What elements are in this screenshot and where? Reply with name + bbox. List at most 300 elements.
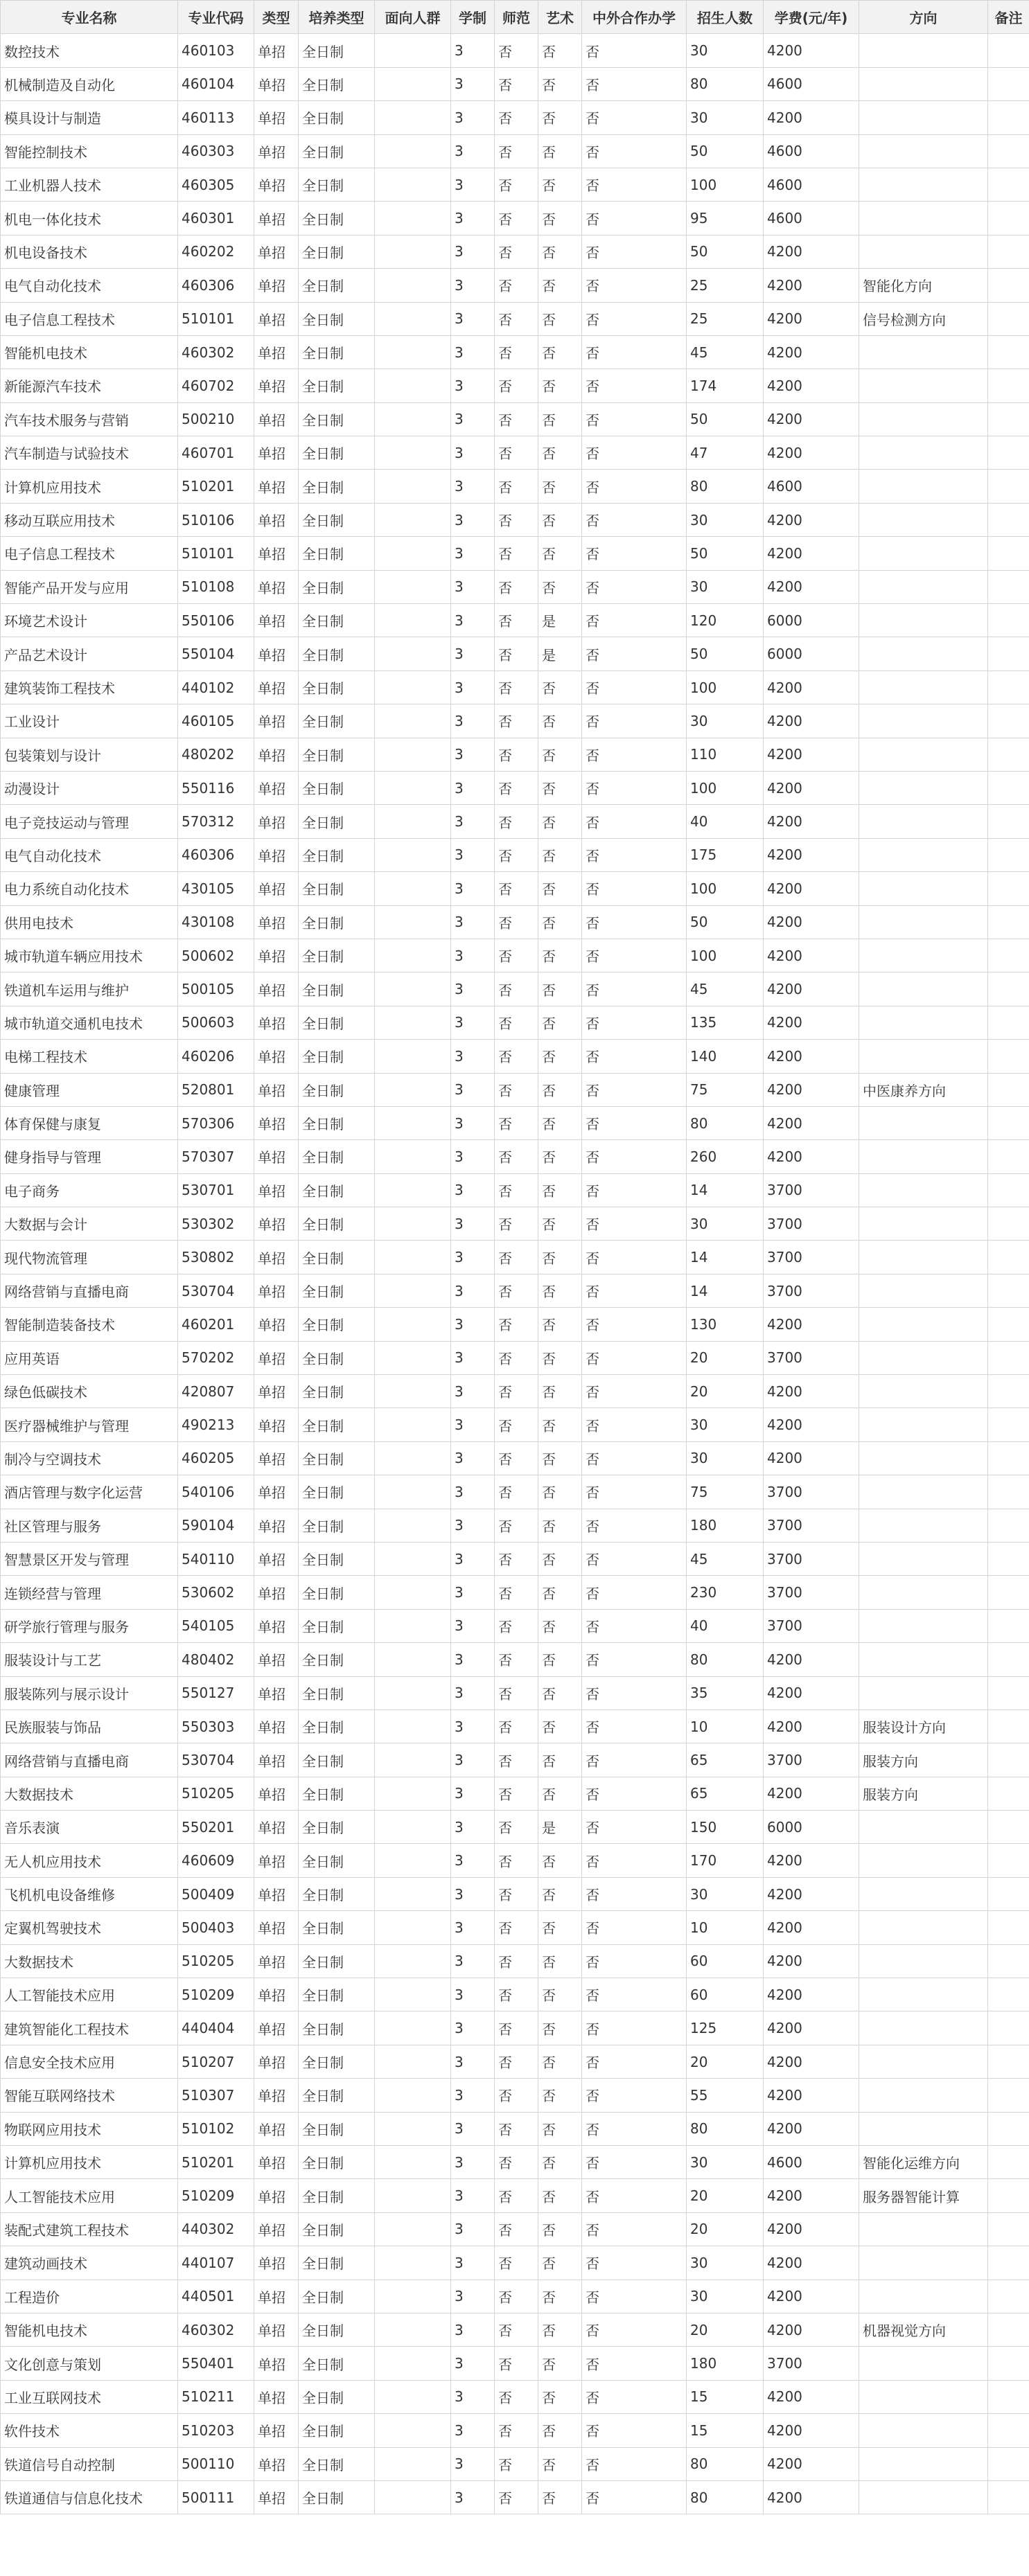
cell-art: 否 bbox=[538, 1040, 582, 1073]
cell-type: 单招 bbox=[254, 570, 299, 603]
table-row bbox=[1, 1743, 1029, 1777]
cell-type: 单招 bbox=[254, 2347, 299, 2380]
cell-major-code: 460702 bbox=[178, 369, 254, 402]
cell-major-code: 510101 bbox=[178, 302, 254, 335]
cell-enrollment: 30 bbox=[687, 570, 764, 603]
cell-direction bbox=[859, 1811, 988, 1844]
cell-enrollment: 65 bbox=[687, 1743, 764, 1777]
cell-art: 否 bbox=[538, 771, 582, 804]
cell-direction bbox=[859, 972, 988, 1006]
cell-enrollment: 125 bbox=[687, 2011, 764, 2045]
cell-enrollment: 60 bbox=[687, 1978, 764, 2011]
cell-tuition: 4200 bbox=[764, 738, 859, 771]
cell-normal-school: 否 bbox=[495, 1743, 538, 1777]
cell-training-type: 全日制 bbox=[299, 2179, 375, 2212]
column-header-duration: 学制 bbox=[451, 1, 495, 34]
cell-direction bbox=[859, 1173, 988, 1207]
cell-normal-school: 否 bbox=[495, 838, 538, 871]
cell-normal-school: 否 bbox=[495, 2079, 538, 2112]
table-row bbox=[1, 67, 1029, 100]
cell-direction bbox=[859, 2079, 988, 2112]
cell-duration: 3 bbox=[451, 1308, 495, 1341]
cell-normal-school: 否 bbox=[495, 1676, 538, 1709]
cell-major-name: 无人机应用技术 bbox=[1, 1844, 178, 1877]
cell-type: 单招 bbox=[254, 269, 299, 302]
table-row bbox=[1, 1911, 1029, 1944]
cell-major-code: 550401 bbox=[178, 2347, 254, 2380]
table-row bbox=[1, 1777, 1029, 1810]
cell-normal-school: 否 bbox=[495, 202, 538, 235]
table-row bbox=[1, 1040, 1029, 1073]
cell-enrollment: 100 bbox=[687, 670, 764, 704]
cell-type: 单招 bbox=[254, 1441, 299, 1475]
cell-type: 单招 bbox=[254, 1811, 299, 1844]
cell-type: 单招 bbox=[254, 1241, 299, 1274]
cell-art: 否 bbox=[538, 1743, 582, 1777]
cell-normal-school: 否 bbox=[495, 2280, 538, 2313]
cell-direction bbox=[859, 2447, 988, 2480]
cell-duration: 3 bbox=[451, 1542, 495, 1575]
cell-target-group bbox=[375, 134, 451, 168]
cell-art: 否 bbox=[538, 1408, 582, 1441]
cell-enrollment: 45 bbox=[687, 972, 764, 1006]
cell-enrollment: 80 bbox=[687, 2112, 764, 2145]
cell-target-group bbox=[375, 235, 451, 268]
cell-direction bbox=[859, 1643, 988, 1676]
cell-direction bbox=[859, 1375, 988, 1408]
cell-art: 否 bbox=[538, 1475, 582, 1509]
cell-target-group bbox=[375, 771, 451, 804]
cell-enrollment: 15 bbox=[687, 2414, 764, 2447]
cell-duration: 3 bbox=[451, 570, 495, 603]
cell-enrollment: 25 bbox=[687, 302, 764, 335]
cell-remarks bbox=[988, 1777, 1029, 1810]
cell-target-group bbox=[375, 2146, 451, 2179]
cell-art: 否 bbox=[538, 1709, 582, 1743]
cell-art: 否 bbox=[538, 537, 582, 570]
table-row bbox=[1, 2011, 1029, 2045]
cell-major-name: 健身指导与管理 bbox=[1, 1140, 178, 1173]
cell-duration: 3 bbox=[451, 805, 495, 838]
cell-training-type: 全日制 bbox=[299, 1811, 375, 1844]
cell-tuition: 4200 bbox=[764, 2246, 859, 2280]
cell-enrollment: 230 bbox=[687, 1576, 764, 1609]
cell-training-type: 全日制 bbox=[299, 905, 375, 939]
cell-target-group bbox=[375, 1978, 451, 2011]
cell-enrollment: 95 bbox=[687, 202, 764, 235]
cell-direction bbox=[859, 402, 988, 436]
cell-art: 否 bbox=[538, 1676, 582, 1709]
table-row bbox=[1, 436, 1029, 470]
cell-major-name: 模具设计与制造 bbox=[1, 101, 178, 134]
cell-type: 单招 bbox=[254, 2246, 299, 2280]
cell-major-name: 智能控制技术 bbox=[1, 134, 178, 168]
cell-remarks bbox=[988, 738, 1029, 771]
cell-remarks bbox=[988, 939, 1029, 972]
cell-major-name: 铁道通信与信息化技术 bbox=[1, 2480, 178, 2514]
cell-art: 否 bbox=[538, 1308, 582, 1341]
cell-target-group bbox=[375, 1375, 451, 1408]
cell-art: 否 bbox=[538, 1375, 582, 1408]
cell-direction bbox=[859, 235, 988, 268]
cell-art: 否 bbox=[538, 2280, 582, 2313]
cell-tuition: 6000 bbox=[764, 1811, 859, 1844]
cell-target-group bbox=[375, 1274, 451, 1307]
cell-remarks bbox=[988, 202, 1029, 235]
cell-duration: 3 bbox=[451, 1911, 495, 1944]
cell-normal-school: 否 bbox=[495, 34, 538, 67]
cell-sino-foreign: 否 bbox=[582, 1308, 687, 1341]
cell-major-code: 460302 bbox=[178, 2313, 254, 2346]
cell-major-code: 500105 bbox=[178, 972, 254, 1006]
cell-art: 否 bbox=[538, 101, 582, 134]
cell-target-group bbox=[375, 2447, 451, 2480]
cell-direction bbox=[859, 2347, 988, 2380]
cell-remarks bbox=[988, 1274, 1029, 1307]
cell-duration: 3 bbox=[451, 1441, 495, 1475]
cell-major-code: 510201 bbox=[178, 2146, 254, 2179]
cell-sino-foreign: 否 bbox=[582, 1643, 687, 1676]
cell-art: 否 bbox=[538, 34, 582, 67]
cell-type: 单招 bbox=[254, 1341, 299, 1374]
cell-target-group bbox=[375, 1475, 451, 1509]
cell-enrollment: 10 bbox=[687, 1709, 764, 1743]
cell-type: 单招 bbox=[254, 235, 299, 268]
table-row bbox=[1, 168, 1029, 201]
cell-enrollment: 260 bbox=[687, 1140, 764, 1173]
cell-training-type: 全日制 bbox=[299, 1978, 375, 2011]
cell-enrollment: 50 bbox=[687, 134, 764, 168]
cell-art: 否 bbox=[538, 168, 582, 201]
cell-duration: 3 bbox=[451, 670, 495, 704]
cell-remarks bbox=[988, 1006, 1029, 1039]
cell-normal-school: 否 bbox=[495, 972, 538, 1006]
cell-sino-foreign: 否 bbox=[582, 503, 687, 536]
cell-direction bbox=[859, 1106, 988, 1139]
cell-target-group bbox=[375, 2380, 451, 2413]
cell-art: 否 bbox=[538, 134, 582, 168]
cell-direction bbox=[859, 939, 988, 972]
cell-major-code: 500603 bbox=[178, 1006, 254, 1039]
cell-major-code: 590104 bbox=[178, 1509, 254, 1542]
cell-tuition: 4200 bbox=[764, 2079, 859, 2112]
cell-direction bbox=[859, 738, 988, 771]
cell-art: 否 bbox=[538, 1509, 582, 1542]
cell-major-name: 城市轨道交通机电技术 bbox=[1, 1006, 178, 1039]
cell-target-group bbox=[375, 436, 451, 470]
cell-remarks bbox=[988, 1944, 1029, 1978]
cell-remarks bbox=[988, 1241, 1029, 1274]
cell-training-type: 全日制 bbox=[299, 1441, 375, 1475]
cell-sino-foreign: 否 bbox=[582, 1375, 687, 1408]
table-row bbox=[1, 335, 1029, 368]
cell-type: 单招 bbox=[254, 34, 299, 67]
cell-art: 否 bbox=[538, 369, 582, 402]
cell-major-code: 460206 bbox=[178, 1040, 254, 1073]
cell-remarks bbox=[988, 905, 1029, 939]
cell-type: 单招 bbox=[254, 503, 299, 536]
cell-direction bbox=[859, 1274, 988, 1307]
cell-duration: 3 bbox=[451, 537, 495, 570]
cell-major-code: 460302 bbox=[178, 335, 254, 368]
cell-remarks bbox=[988, 2146, 1029, 2179]
cell-art: 否 bbox=[538, 1441, 582, 1475]
cell-training-type: 全日制 bbox=[299, 2480, 375, 2514]
cell-enrollment: 100 bbox=[687, 939, 764, 972]
cell-major-name: 电梯工程技术 bbox=[1, 1040, 178, 1073]
cell-tuition: 4600 bbox=[764, 134, 859, 168]
cell-tuition: 4200 bbox=[764, 335, 859, 368]
cell-direction bbox=[859, 1040, 988, 1073]
cell-major-name: 文化创意与策划 bbox=[1, 2347, 178, 2380]
cell-tuition: 4200 bbox=[764, 872, 859, 905]
table-row bbox=[1, 2212, 1029, 2246]
table-row bbox=[1, 1073, 1029, 1106]
cell-major-code: 480402 bbox=[178, 1643, 254, 1676]
cell-normal-school: 否 bbox=[495, 1207, 538, 1241]
table-row bbox=[1, 2146, 1029, 2179]
cell-enrollment: 25 bbox=[687, 269, 764, 302]
cell-duration: 3 bbox=[451, 302, 495, 335]
cell-major-code: 550127 bbox=[178, 1676, 254, 1709]
cell-sino-foreign: 否 bbox=[582, 2146, 687, 2179]
cell-normal-school: 否 bbox=[495, 771, 538, 804]
cell-tuition: 4200 bbox=[764, 2280, 859, 2313]
cell-type: 单招 bbox=[254, 1978, 299, 2011]
cell-duration: 3 bbox=[451, 335, 495, 368]
cell-enrollment: 80 bbox=[687, 2447, 764, 2480]
cell-sino-foreign: 否 bbox=[582, 269, 687, 302]
cell-duration: 3 bbox=[451, 2045, 495, 2078]
cell-remarks bbox=[988, 872, 1029, 905]
cell-sino-foreign: 否 bbox=[582, 872, 687, 905]
cell-duration: 3 bbox=[451, 2179, 495, 2212]
cell-remarks bbox=[988, 2212, 1029, 2246]
cell-art: 否 bbox=[538, 2079, 582, 2112]
cell-normal-school: 否 bbox=[495, 2212, 538, 2246]
cell-duration: 3 bbox=[451, 1509, 495, 1542]
table-row bbox=[1, 34, 1029, 67]
cell-enrollment: 50 bbox=[687, 402, 764, 436]
cell-art: 否 bbox=[538, 2447, 582, 2480]
table-row bbox=[1, 1173, 1029, 1207]
cell-target-group bbox=[375, 1241, 451, 1274]
cell-sino-foreign: 否 bbox=[582, 34, 687, 67]
cell-normal-school: 否 bbox=[495, 235, 538, 268]
cell-enrollment: 30 bbox=[687, 2246, 764, 2280]
cell-normal-school: 否 bbox=[495, 2313, 538, 2346]
cell-type: 单招 bbox=[254, 771, 299, 804]
cell-training-type: 全日制 bbox=[299, 2045, 375, 2078]
cell-sino-foreign: 否 bbox=[582, 1777, 687, 1810]
cell-remarks bbox=[988, 1978, 1029, 2011]
cell-tuition: 4200 bbox=[764, 34, 859, 67]
cell-tuition: 4200 bbox=[764, 1408, 859, 1441]
cell-tuition: 4200 bbox=[764, 1140, 859, 1173]
cell-type: 单招 bbox=[254, 939, 299, 972]
cell-training-type: 全日制 bbox=[299, 2146, 375, 2179]
cell-remarks bbox=[988, 1811, 1029, 1844]
table-row bbox=[1, 1140, 1029, 1173]
cell-remarks bbox=[988, 972, 1029, 1006]
cell-type: 单招 bbox=[254, 2112, 299, 2145]
cell-duration: 3 bbox=[451, 2480, 495, 2514]
cell-major-name: 供用电技术 bbox=[1, 905, 178, 939]
cell-direction bbox=[859, 537, 988, 570]
cell-remarks bbox=[988, 34, 1029, 67]
cell-tuition: 4200 bbox=[764, 436, 859, 470]
table-row bbox=[1, 1978, 1029, 2011]
cell-normal-school: 否 bbox=[495, 1475, 538, 1509]
column-header-type: 类型 bbox=[254, 1, 299, 34]
cell-enrollment: 75 bbox=[687, 1475, 764, 1509]
cell-major-name: 现代物流管理 bbox=[1, 1241, 178, 1274]
cell-type: 单招 bbox=[254, 168, 299, 201]
cell-art: 否 bbox=[538, 2246, 582, 2280]
table-row bbox=[1, 1844, 1029, 1877]
cell-major-name: 体育保健与康复 bbox=[1, 1106, 178, 1139]
cell-training-type: 全日制 bbox=[299, 1676, 375, 1709]
cell-duration: 3 bbox=[451, 1777, 495, 1810]
cell-training-type: 全日制 bbox=[299, 1308, 375, 1341]
column-header-major-code: 专业代码 bbox=[178, 1, 254, 34]
cell-sino-foreign: 否 bbox=[582, 1341, 687, 1374]
table-row bbox=[1, 269, 1029, 302]
cell-duration: 3 bbox=[451, 1944, 495, 1978]
table-row bbox=[1, 1609, 1029, 1642]
cell-major-name: 汽车技术服务与营销 bbox=[1, 402, 178, 436]
cell-duration: 3 bbox=[451, 1274, 495, 1307]
table-row bbox=[1, 604, 1029, 637]
cell-sino-foreign: 否 bbox=[582, 436, 687, 470]
cell-tuition: 4600 bbox=[764, 67, 859, 100]
column-header-normal-school: 师范 bbox=[495, 1, 538, 34]
cell-major-name: 建筑动画技术 bbox=[1, 2246, 178, 2280]
cell-direction bbox=[859, 1911, 988, 1944]
cell-major-name: 电子信息工程技术 bbox=[1, 302, 178, 335]
cell-major-name: 电气自动化技术 bbox=[1, 838, 178, 871]
cell-normal-school: 否 bbox=[495, 1140, 538, 1173]
cell-training-type: 全日制 bbox=[299, 771, 375, 804]
cell-sino-foreign: 否 bbox=[582, 1743, 687, 1777]
cell-direction: 机器视觉方向 bbox=[859, 2313, 988, 2346]
cell-major-code: 500409 bbox=[178, 1877, 254, 1910]
cell-duration: 3 bbox=[451, 905, 495, 939]
cell-training-type: 全日制 bbox=[299, 872, 375, 905]
cell-type: 单招 bbox=[254, 202, 299, 235]
cell-normal-school: 否 bbox=[495, 738, 538, 771]
cell-enrollment: 80 bbox=[687, 1106, 764, 1139]
cell-enrollment: 140 bbox=[687, 1040, 764, 1073]
cell-training-type: 全日制 bbox=[299, 2079, 375, 2112]
cell-tuition: 4200 bbox=[764, 905, 859, 939]
cell-duration: 3 bbox=[451, 1106, 495, 1139]
cell-major-name: 机电设备技术 bbox=[1, 235, 178, 268]
cell-major-name: 装配式建筑工程技术 bbox=[1, 2212, 178, 2246]
cell-duration: 3 bbox=[451, 939, 495, 972]
cell-remarks bbox=[988, 1207, 1029, 1241]
cell-training-type: 全日制 bbox=[299, 470, 375, 503]
cell-normal-school: 否 bbox=[495, 2447, 538, 2480]
cell-tuition: 4200 bbox=[764, 2212, 859, 2246]
cell-type: 单招 bbox=[254, 972, 299, 1006]
cell-major-code: 510205 bbox=[178, 1777, 254, 1810]
cell-major-code: 510211 bbox=[178, 2380, 254, 2413]
cell-sino-foreign: 否 bbox=[582, 202, 687, 235]
cell-duration: 3 bbox=[451, 604, 495, 637]
cell-training-type: 全日制 bbox=[299, 537, 375, 570]
cell-sino-foreign: 否 bbox=[582, 1140, 687, 1173]
cell-tuition: 4200 bbox=[764, 1006, 859, 1039]
cell-type: 单招 bbox=[254, 2079, 299, 2112]
cell-duration: 3 bbox=[451, 101, 495, 134]
cell-normal-school: 否 bbox=[495, 436, 538, 470]
cell-target-group bbox=[375, 67, 451, 100]
cell-direction: 信号检测方向 bbox=[859, 302, 988, 335]
cell-target-group bbox=[375, 1911, 451, 1944]
cell-enrollment: 180 bbox=[687, 1509, 764, 1542]
table-row bbox=[1, 1106, 1029, 1139]
cell-sino-foreign: 否 bbox=[582, 2280, 687, 2313]
cell-remarks bbox=[988, 670, 1029, 704]
cell-type: 单招 bbox=[254, 1709, 299, 1743]
cell-tuition: 4200 bbox=[764, 235, 859, 268]
cell-sino-foreign: 否 bbox=[582, 2246, 687, 2280]
cell-major-name: 工业设计 bbox=[1, 704, 178, 738]
table-row bbox=[1, 570, 1029, 603]
cell-tuition: 4200 bbox=[764, 1676, 859, 1709]
cell-enrollment: 14 bbox=[687, 1274, 764, 1307]
table-row bbox=[1, 1709, 1029, 1743]
cell-direction: 服装设计方向 bbox=[859, 1709, 988, 1743]
cell-enrollment: 130 bbox=[687, 1308, 764, 1341]
cell-remarks bbox=[988, 168, 1029, 201]
cell-tuition: 4200 bbox=[764, 972, 859, 1006]
cell-sino-foreign: 否 bbox=[582, 1676, 687, 1709]
table-row bbox=[1, 2179, 1029, 2212]
cell-training-type: 全日制 bbox=[299, 1844, 375, 1877]
cell-major-code: 570202 bbox=[178, 1341, 254, 1374]
cell-major-name: 大数据技术 bbox=[1, 1777, 178, 1810]
cell-type: 单招 bbox=[254, 604, 299, 637]
cell-direction bbox=[859, 1944, 988, 1978]
cell-normal-school: 否 bbox=[495, 470, 538, 503]
cell-sino-foreign: 否 bbox=[582, 2045, 687, 2078]
cell-major-code: 430105 bbox=[178, 872, 254, 905]
cell-major-code: 540110 bbox=[178, 1542, 254, 1575]
cell-tuition: 4200 bbox=[764, 537, 859, 570]
cell-major-code: 460113 bbox=[178, 101, 254, 134]
cell-target-group bbox=[375, 1140, 451, 1173]
cell-major-name: 工业互联网技术 bbox=[1, 2380, 178, 2413]
cell-duration: 3 bbox=[451, 1844, 495, 1877]
cell-tuition: 4200 bbox=[764, 503, 859, 536]
cell-sino-foreign: 否 bbox=[582, 1106, 687, 1139]
cell-duration: 3 bbox=[451, 1006, 495, 1039]
cell-type: 单招 bbox=[254, 1073, 299, 1106]
cell-tuition: 4200 bbox=[764, 570, 859, 603]
cell-type: 单招 bbox=[254, 670, 299, 704]
cell-major-code: 510201 bbox=[178, 470, 254, 503]
cell-major-name: 铁道信号自动控制 bbox=[1, 2447, 178, 2480]
cell-normal-school: 否 bbox=[495, 1576, 538, 1609]
cell-sino-foreign: 否 bbox=[582, 537, 687, 570]
cell-training-type: 全日制 bbox=[299, 2011, 375, 2045]
cell-sino-foreign: 否 bbox=[582, 369, 687, 402]
cell-duration: 3 bbox=[451, 1676, 495, 1709]
cell-major-code: 440501 bbox=[178, 2280, 254, 2313]
cell-training-type: 全日制 bbox=[299, 972, 375, 1006]
